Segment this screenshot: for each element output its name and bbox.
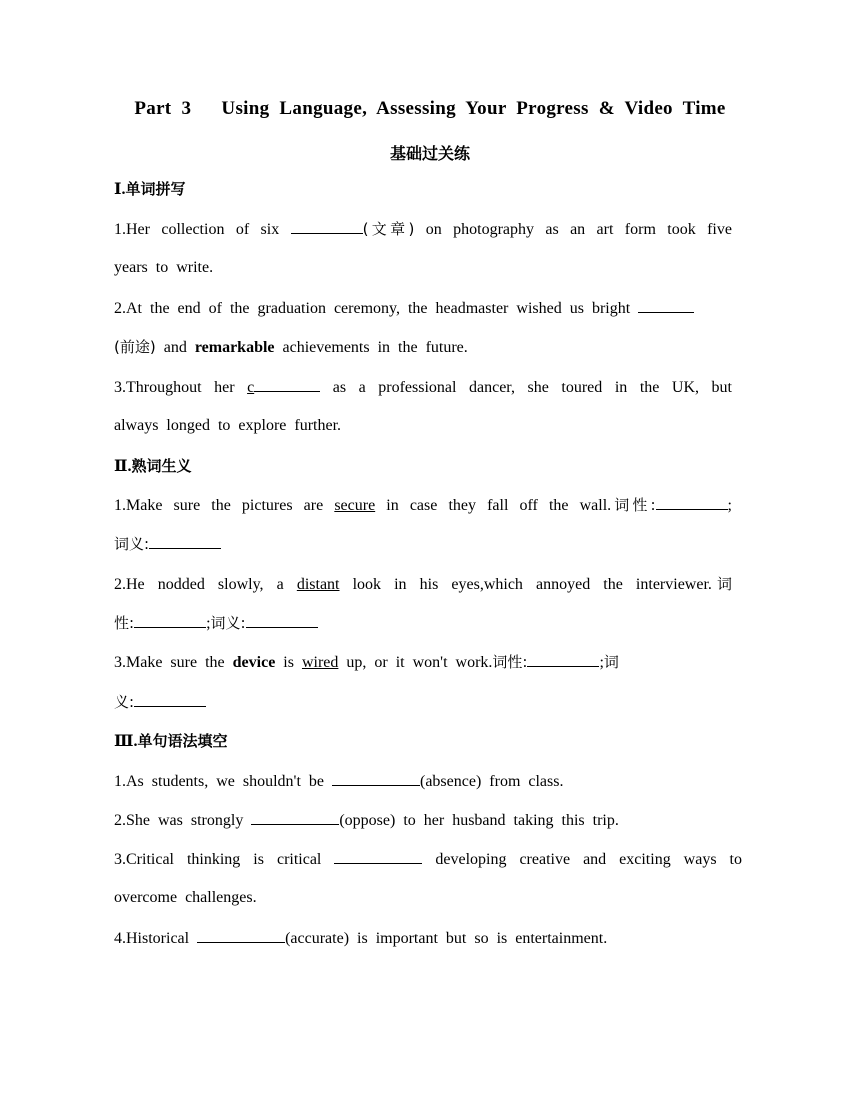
section-2-heading — [114, 455, 192, 478]
s2-q1-line1 — [114, 494, 732, 517]
s1-q3-blank[interactable] — [254, 376, 320, 392]
s3-q4-line — [114, 927, 607, 950]
section-1-numeral: Ⅰ. — [114, 181, 126, 198]
s3-q2-text-a: 2.She was strongly — [114, 812, 252, 829]
s1-q2-text-c: achievements in the future. — [274, 339, 468, 356]
s3-q1-text-b: from class. — [481, 773, 564, 790]
section-3-title: 单句语法填空 — [137, 732, 228, 750]
s2-q1-semicolon: ; — [727, 497, 732, 514]
s3-q4-text-b: is important but so is entertainment. — [349, 930, 608, 947]
s3-q2-line — [114, 809, 619, 832]
s2-q2-pos-label-b: 性: — [114, 614, 135, 632]
s3-q3-text-b: developing creative and exciting ways to — [422, 851, 743, 868]
section-1-title: 单词拼写 — [125, 180, 186, 198]
s2-q3-line2 — [114, 691, 206, 714]
s3-q2-hint: (oppose) — [339, 812, 396, 829]
s2-q1-line2 — [114, 533, 221, 556]
s1-q3-letter: c — [247, 379, 255, 396]
s1-q2-line2 — [114, 336, 468, 359]
s2-q1-word: secure — [334, 497, 376, 514]
s3-q3-line1 — [114, 848, 742, 871]
section-2-numeral: Ⅱ. — [114, 458, 132, 475]
section-1-heading — [114, 178, 186, 201]
s2-q2-meaning-blank[interactable] — [246, 612, 318, 628]
s2-q3-text-b: is — [275, 654, 302, 671]
s2-q1-pos-label: 词性: — [611, 496, 656, 514]
page-subtitle: 基础过关练 — [389, 144, 470, 163]
s1-q3-text-b: as a professional dancer, she toured in the UK, but — [320, 379, 733, 396]
s2-q1-meaning-label: 词义: — [114, 535, 150, 553]
s2-q1-text-b: in case they fall off the wall. — [375, 497, 612, 514]
s2-q2-word: distant — [296, 576, 340, 593]
s2-q3-pos-blank[interactable] — [527, 651, 599, 667]
s2-q3-text-c: up, or it won't work. — [338, 654, 493, 671]
s1-q1-line2: years to write. — [114, 259, 214, 276]
s2-q3-word: wired — [301, 654, 339, 671]
s3-q4-text-a: 4.Historical — [114, 930, 198, 947]
s1-q2-bold-word: remarkable — [194, 339, 275, 356]
s2-q2-text-b: look in his eyes,which annoyed the interviewer. — [339, 576, 712, 593]
s2-q2-text-a: 2.He nodded slowly, a — [114, 576, 297, 593]
s1-q2-line1 — [114, 297, 746, 320]
s1-q3-text-a: 3.Throughout her — [114, 379, 248, 396]
s2-q3-meaning-label-a: 词 — [603, 653, 619, 671]
s2-q3-pos-label: 词性: — [492, 653, 528, 671]
s1-q2-hint: (前途) — [114, 338, 156, 356]
s1-q1-blank[interactable] — [291, 218, 363, 234]
s2-q1-text-a: 1.Make sure the pictures are — [114, 497, 335, 514]
s3-q4-hint: (accurate) — [285, 930, 350, 947]
s2-q3-meaning-label-b: 义: — [114, 693, 135, 711]
s3-q3-blank[interactable] — [334, 848, 422, 864]
s3-q2-blank[interactable] — [251, 809, 339, 825]
section-3-heading — [114, 730, 228, 753]
s2-q3-bold-word: device — [232, 654, 276, 671]
page-title: Part 3 Using Language, Assessing Your Progress & Video Time — [134, 98, 726, 119]
s3-q1-line — [114, 770, 563, 793]
s2-q2-semicolon: ; — [206, 615, 211, 632]
s3-q1-blank[interactable] — [332, 770, 420, 786]
s1-q3-line1 — [114, 376, 732, 399]
s1-q2-blank[interactable] — [638, 297, 694, 313]
section-2-title: 熟词生义 — [131, 457, 192, 475]
s2-q3-meaning-blank[interactable] — [134, 691, 206, 707]
s2-q3-text-a: 3.Make sure the — [114, 654, 233, 671]
s1-q1-text-a: 1.Her collection of six — [114, 221, 291, 238]
s1-q2-text-a: 2.At the end of the graduation ceremony, the headmaster wished us bright — [114, 300, 631, 317]
s2-q2-meaning-label: 词义: — [210, 614, 246, 632]
s3-q3-text-a: 3.Critical thinking is critical — [114, 851, 335, 868]
s3-q1-text-a: 1.As students, we shouldn't be — [114, 773, 332, 790]
s1-q1-line1 — [114, 218, 732, 241]
s1-q1-text-b: on photography as an art form took five — [414, 221, 732, 238]
s1-q1-hint: (文章) — [362, 220, 415, 238]
s1-q3-line2: always longed to explore further. — [114, 417, 342, 434]
s2-q1-pos-blank[interactable] — [656, 494, 728, 510]
s2-q2-pos-label-a: 词 — [711, 575, 732, 593]
s3-q4-blank[interactable] — [197, 927, 285, 943]
s2-q1-meaning-blank[interactable] — [149, 533, 221, 549]
s3-q3-line2: overcome challenges. — [114, 889, 257, 906]
s2-q2-line2 — [114, 612, 318, 635]
s2-q3-semicolon: ; — [599, 654, 604, 671]
s2-q2-pos-blank[interactable] — [134, 612, 206, 628]
s1-q2-text-b: and — [155, 339, 195, 356]
s2-q2-line1 — [114, 573, 732, 596]
section-3-numeral: Ⅲ. — [114, 733, 138, 750]
s2-q3-line1 — [114, 651, 619, 674]
s3-q1-hint: (absence) — [419, 773, 482, 790]
s3-q2-text-b: to her husband taking this trip. — [395, 812, 619, 829]
